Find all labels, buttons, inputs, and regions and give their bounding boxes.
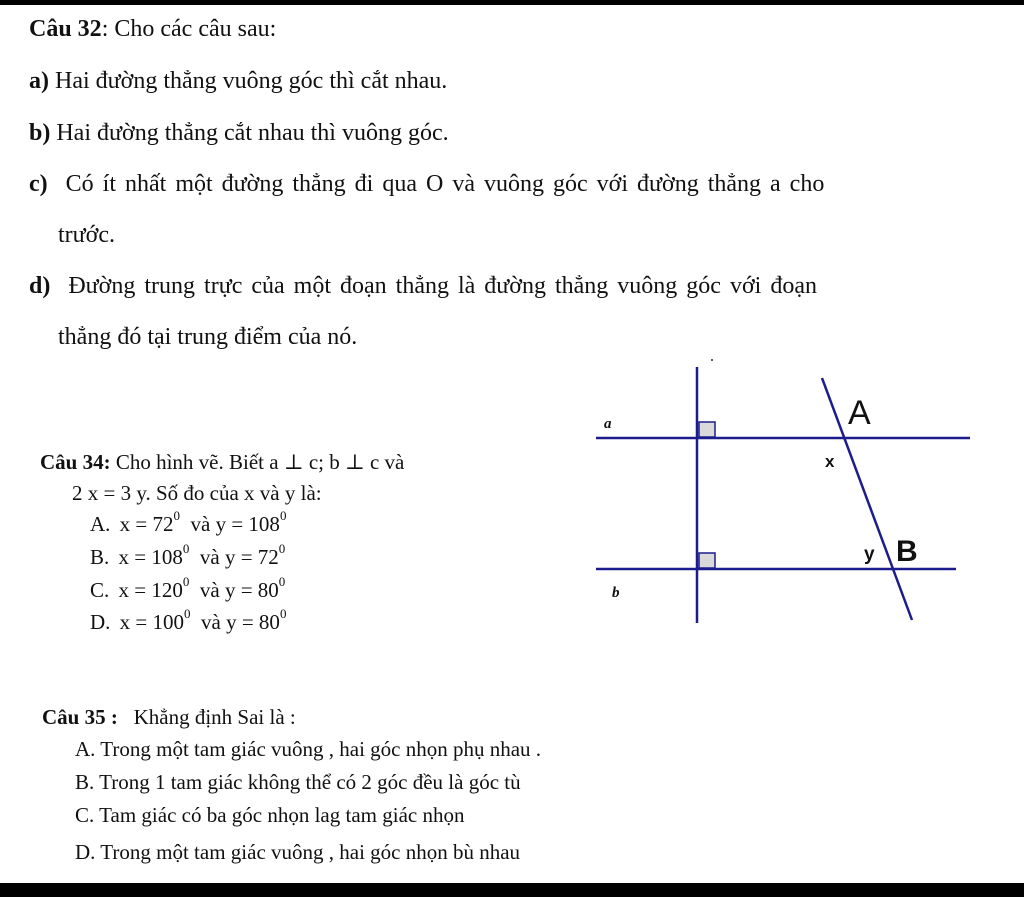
q34-option-a[interactable]: A. $x = 72^0$ và $y = 108^0$	[90, 508, 287, 536]
top-border	[0, 0, 1024, 5]
bottom-border	[0, 883, 1024, 897]
q32-statement-c-cont: trước.	[58, 222, 116, 248]
q34-given: 2 x = 3 y. Số đo của x và y là:	[72, 481, 322, 505]
label-angle-x: x	[825, 452, 835, 471]
label-point-A: A	[848, 394, 871, 432]
q32-statement-d: d) Đường trung trực của một đoạn thẳng là đường thẳng vuông góc với đoạn	[29, 273, 817, 299]
q35-option-b[interactable]: B. Trong 1 tam giác không thể có 2 góc đều là góc tù	[75, 770, 521, 794]
geometry-figure	[590, 355, 980, 635]
q35-title: Câu 35 : Khẳng định Sai là :	[42, 705, 296, 729]
q34-option-b[interactable]: B. $x = 108^0$ và $y = 72^0$	[90, 541, 286, 569]
q32-statement-b: b) Hai đường thẳng cắt nhau thì vuông góc.	[29, 120, 449, 146]
label-point-B: B	[896, 535, 918, 568]
q34-option-c[interactable]: C. $x = 120^0$ và $y = 80^0$	[90, 574, 286, 602]
q32-statement-a: a) Hai đường thẳng vuông góc thì cắt nhau.	[29, 68, 448, 94]
right-angle-mark-a	[699, 422, 715, 437]
figure-lines	[596, 367, 970, 623]
label-a: a	[604, 416, 612, 432]
right-angle-mark-b	[699, 553, 715, 568]
label-b: b	[612, 585, 620, 601]
q35-option-d[interactable]: D. Trong một tam giác vuông , hai góc nhọn bù nhau	[75, 840, 521, 864]
label-angle-y: y	[864, 544, 875, 565]
q32-statement-d-cont: thẳng đó tại trung điểm của nó.	[58, 324, 358, 350]
q34-title: Câu 34: Cho hình vẽ. Biết a ⊥ c; b ⊥ c và	[40, 450, 405, 474]
q32-statement-c: c) Có ít nhất một đường thẳng đi qua O và vuông góc với đường thẳng a cho	[29, 171, 825, 197]
q34-option-d[interactable]: D. $x = 100^0$ và $y = 80^0$	[90, 606, 287, 634]
stray-dot	[711, 359, 713, 361]
q32-title: Câu 32: Cho các câu sau:	[29, 16, 277, 42]
q35-option-a[interactable]: A. Trong một tam giác vuông , hai góc nhọn phụ nhau .	[75, 737, 542, 761]
q35-option-c[interactable]: C. Tam giác có ba góc nhọn lag tam giác nhọn	[75, 803, 465, 827]
